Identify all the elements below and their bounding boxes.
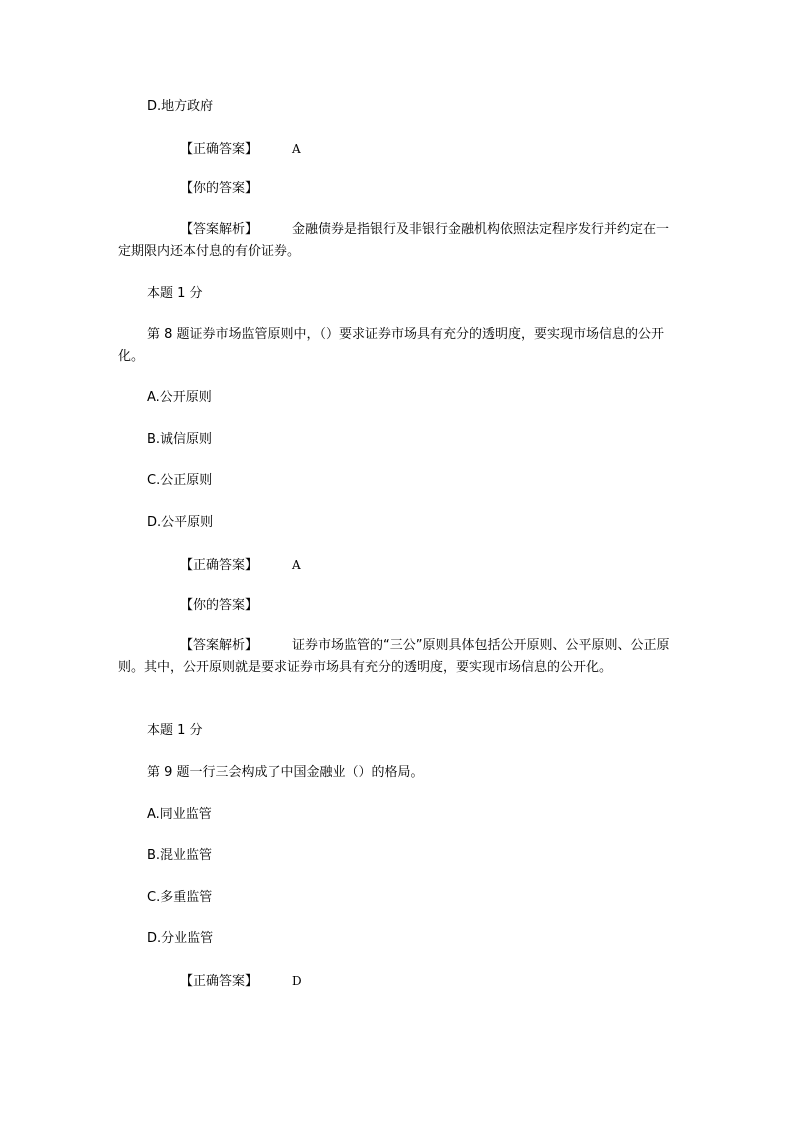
answer-analysis — [118, 219, 678, 263]
q8-option-c: C.公正原则 — [147, 473, 213, 488]
q9-option-b: B.混业监管 — [147, 848, 213, 863]
q9-correct-answer-label: 【正确答案】 — [180, 974, 259, 989]
q9-option-d: D.分业监管 — [147, 931, 214, 946]
correct-answer-row — [180, 141, 301, 158]
q8-option-a: A.公开原则 — [147, 390, 212, 405]
q9-option-c: C.多重监管 — [147, 890, 213, 905]
q8-option-d: D.公平原则 — [147, 515, 214, 530]
analysis-label: 【答案解析】 — [180, 222, 259, 237]
correct-answer-label: 【正确答案】 — [180, 142, 259, 157]
q9-correct-answer-value: D — [292, 974, 302, 988]
q8-correct-answer-row — [180, 557, 301, 574]
analysis-text: 金融债券是指银行及非银行金融机构依照法定程序发行并约定在一定期限内还本付息的有价证券。 — [118, 222, 670, 259]
q8-score: 本题 1 分 — [147, 286, 203, 301]
q8-option-b: B.诚信原则 — [147, 432, 213, 447]
your-answer-label: 【你的答案】 — [180, 181, 259, 196]
q8-correct-answer-label: 【正确答案】 — [180, 558, 259, 573]
q9-correct-answer-row — [180, 973, 302, 990]
q8-answer-analysis — [118, 635, 678, 679]
q8-correct-answer-value: A — [292, 558, 301, 572]
q9-option-a: A.同业监管 — [147, 807, 212, 822]
option-d: D.地方政府 — [147, 99, 214, 114]
q8-your-answer-label: 【你的答案】 — [180, 598, 259, 613]
q8-question: 第 8 题证券市场监管原则中，（）要求证券市场具有充分的透明度，要实现市场信息的公开化。 — [118, 327, 665, 364]
q9-question: 第 9 题一行三会构成了中国金融业（）的格局。 — [147, 765, 424, 780]
q8-analysis-label: 【答案解析】 — [180, 638, 259, 653]
q8-analysis-text: 证券市场监管的“三公”原则具体包括公开原则、公平原则、公正原则。其中，公开原则就是要求证券市场具有充分的透明度，要实现市场信息的公开化。 — [118, 638, 670, 675]
q9-score: 本题 1 分 — [147, 723, 203, 738]
correct-answer-value: A — [292, 142, 301, 156]
